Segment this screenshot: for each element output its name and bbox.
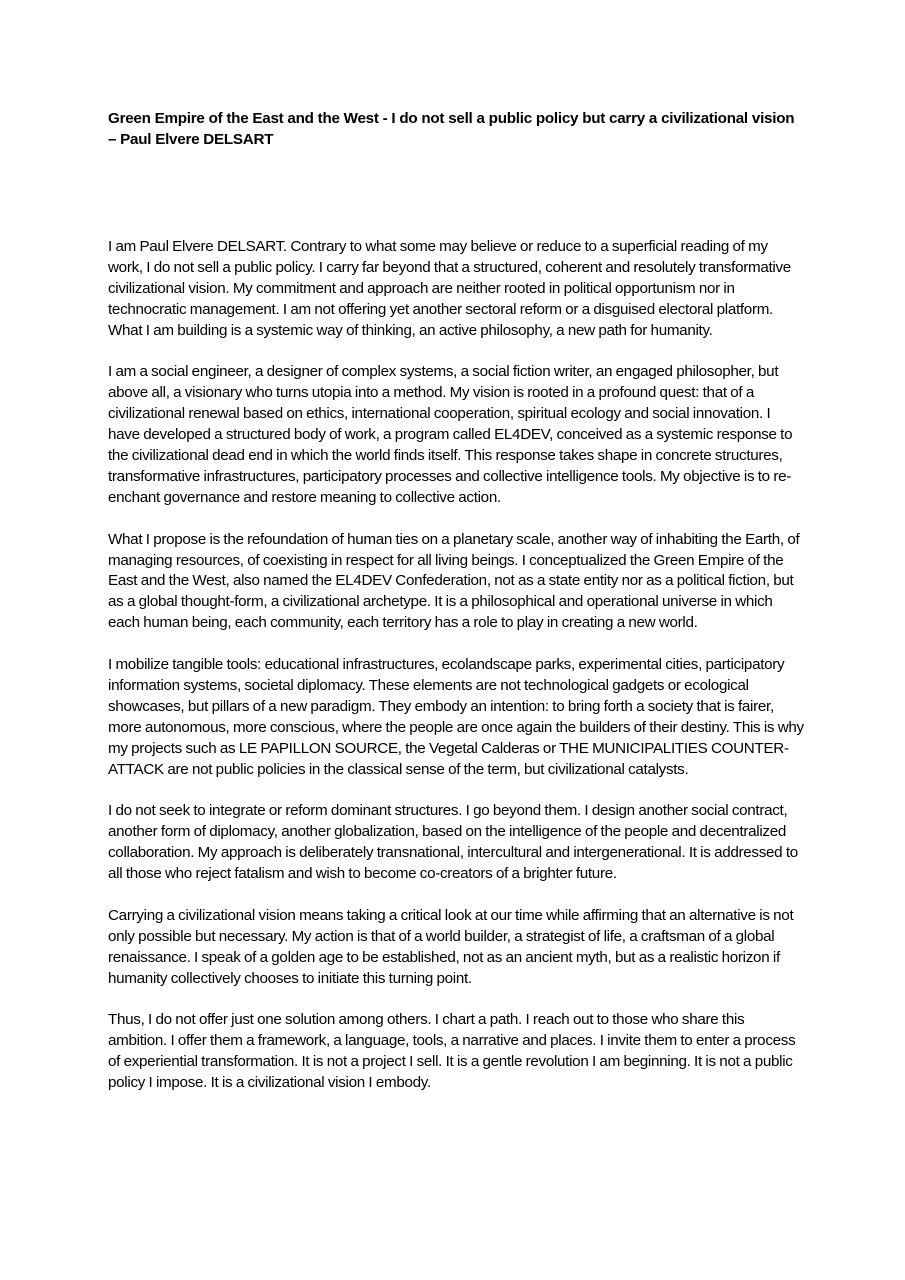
paragraph-1: I am Paul Elvere DELSART. Contrary to what some may believe or reduce to a superficial reading of my work, I do not sell a public policy. I carry far beyond that a structured, coherent and resolutely transformative civilizational vision. My commitment and approach are neither rooted in political opportunism nor in technocratic management. I am not offering yet another sectoral reform or a disguised electoral platform. What I am building is a systemic way of thinking, an active philosophy, a new path for humanity. xyxy=(108,238,791,339)
document-page xyxy=(108,108,804,1115)
document-title: Green Empire of the East and the West - I do not sell a public policy but carry a civilizational vision – Paul Elvere DELSART xyxy=(108,110,795,148)
paragraph-3: What I propose is the refoundation of human ties on a planetary scale, another way of inhabiting the Earth, of managing resources, of coexisting in respect for all living beings. I conceptualized the Green Empire of the East and the West, also named the EL4DEV Confederation, not as a state entity nor as a political fiction, but as a global thought-form, a civilizational archetype. It is a philosophical and operational universe in which each human being, each community, each territory has a role to play in creating a new world. xyxy=(108,530,800,632)
document-body xyxy=(108,237,804,1094)
paragraph-5: I do not seek to integrate or reform dominant structures. I go beyond them. I design another social contract, another form of diplomacy, another globalization, based on the intelligence of the people and decentralized collaboration. My approach is deliberately transnational, intercultural and intergenerational. It is addressed to all those who reject fatalism and wish to become co-creators of a brighter future. xyxy=(108,802,798,883)
paragraph-6: Carrying a civilizational vision means taking a critical look at our time while affirming that an alternative is not only possible but necessary. My action is that of a world builder, a strategist of life, a craftsman of a global renaissance. I speak of a golden age to be established, not as an ancient myth, but as a realistic horizon if humanity collectively chooses to initiate this turning point. xyxy=(108,906,794,987)
paragraph-7: Thus, I do not offer just one solution among others. I chart a path. I reach out to those who share this ambition. I offer them a framework, a language, tools, a narrative and places. I invite them to enter a process of experiential transformation. It is not a project I sell. It is a gentle revolution I am beginning. It is not a public policy I impose. It is a civilizational vision I embody. xyxy=(108,1011,796,1092)
paragraph-4: I mobilize tangible tools: educational infrastructures, ecolandscape parks, experimental cities, participatory information systems, societal diplomacy. These elements are not technological gadgets or ecological showcases, but pillars of a new paradigm. They embody an intention: to bring forth a society that is fairer, more autonomous, more conscious, where the people are once again the builders of their destiny. This is why my projects such as LE PAPILLON SOURCE, the Vegetal Calderas or THE MUNICIPALITIES COUNTER-ATTACK are not public policies in the classical sense of the term, but civilizational catalysts. xyxy=(108,656,804,778)
paragraph-2: I am a social engineer, a designer of complex systems, a social fiction writer, an engaged philosopher, but above all, a visionary who turns utopia into a method. My vision is rooted in a profound quest: that of a civilizational renewal based on ethics, international cooperation, spiritual ecology and social innovation. I have developed a structured body of work, a program called EL4DEV, conceived as a systemic response to the civilizational dead end in which the world finds itself. This response takes shape in concrete structures, transformative infrastructures, participatory processes and collective intelligence tools. My objective is to re-enchant governance and restore meaning to collective action. xyxy=(108,363,793,506)
